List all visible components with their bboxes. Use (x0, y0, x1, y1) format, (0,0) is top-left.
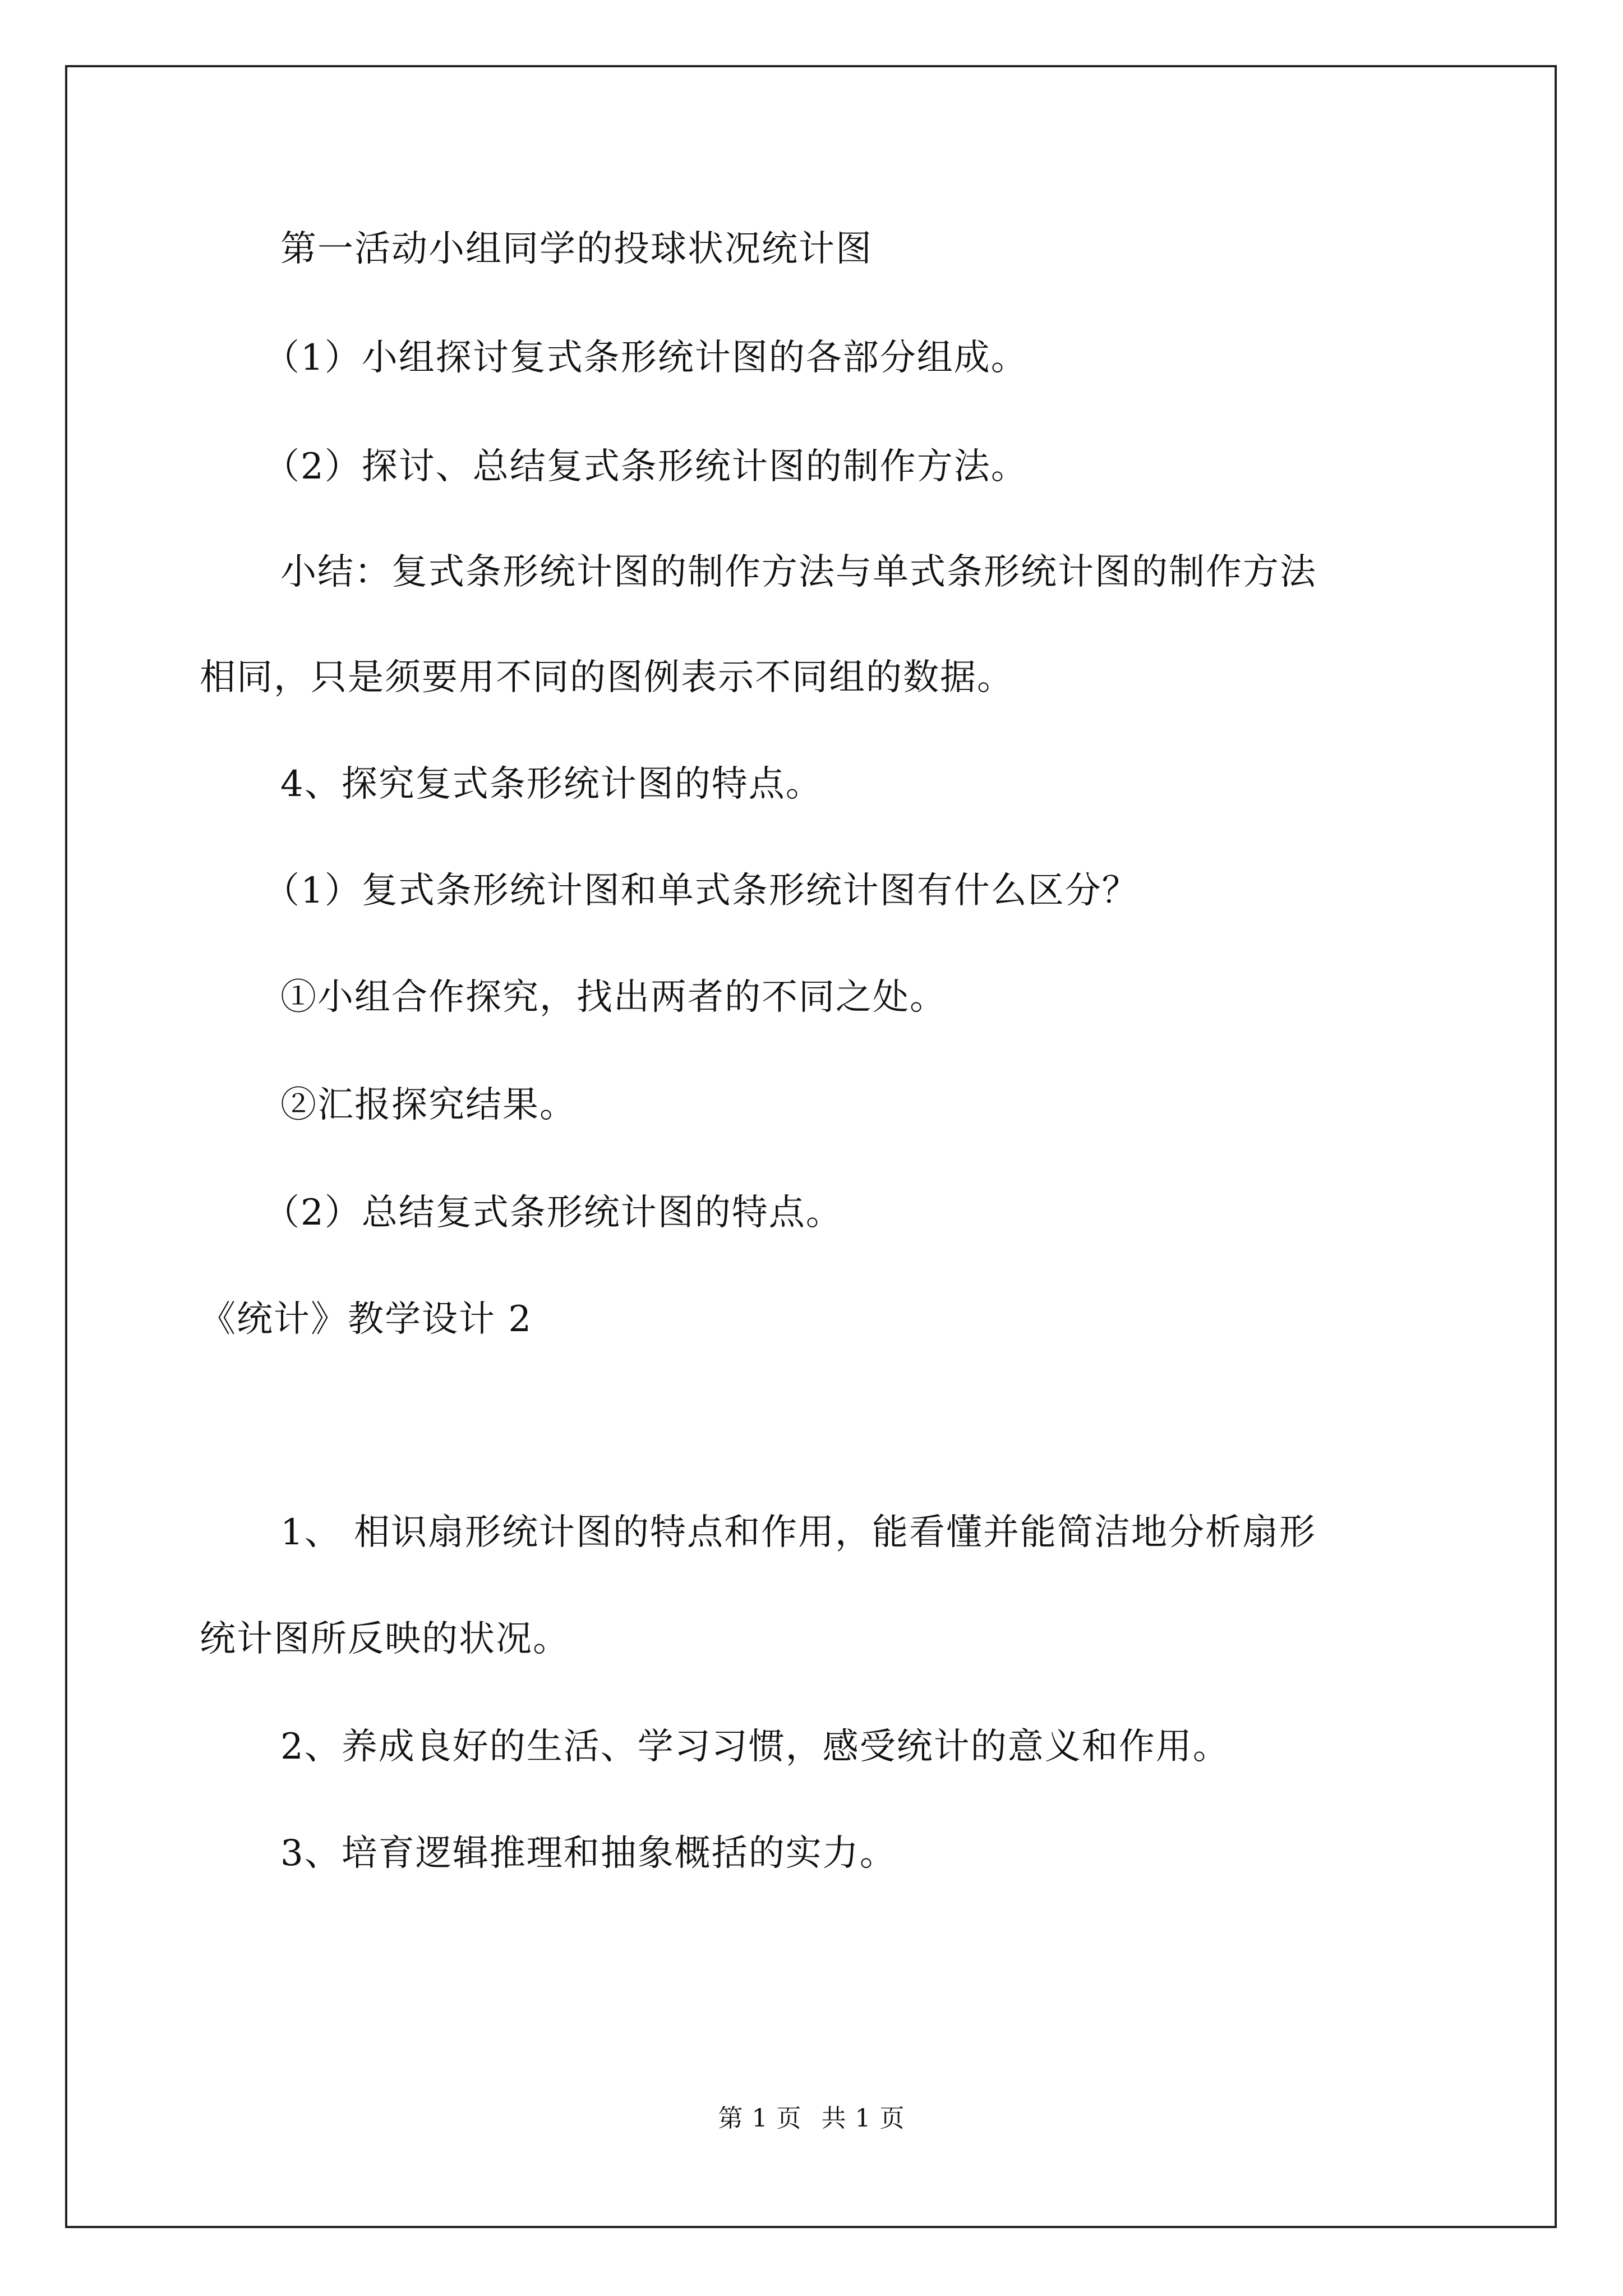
text-line-3: （2）探讨、总结复式条形统计图的制作方法。 (264, 446, 1028, 487)
section-heading: 《统计》教学设计 2 (200, 1299, 533, 1340)
page-footer (0, 2098, 1623, 2134)
page-border (65, 65, 1557, 2228)
text-line-5: 相同，只是须要用不同的图例表示不同组的数据。 (200, 657, 1014, 698)
text-line-13: 统计图所反映的状况。 (200, 1618, 570, 1660)
text-line-9: ②汇报探究结果。 (280, 1084, 577, 1126)
text-line-6: 4、探究复式条形统计图的特点。 (280, 763, 823, 805)
text-line-4: 小结：复式条形统计图的制作方法与单式条形统计图的制作方法 (280, 551, 1317, 593)
text-line-14: 2、养成良好的生活、学习习惯，感受统计的意义和作用。 (280, 1726, 1230, 1768)
text-line-12: 1、 相识扇形统计图的特点和作用，能看懂并能简洁地分析扇形 (280, 1512, 1317, 1553)
text-line-1: 第一活动小组同学的投球状况统计图 (280, 228, 873, 270)
page-total: 共 1 页 (821, 2104, 905, 2133)
text-line-7: （1）复式条形统计图和单式条形统计图有什么区分？ (264, 870, 1139, 912)
text-line-10: （2）总结复式条形统计图的特点。 (264, 1192, 843, 1234)
text-line-8: ①小组合作探究，找出两者的不同之处。 (280, 977, 947, 1018)
text-line-15: 3、培育逻辑推理和抽象概括的实力。 (280, 1833, 897, 1874)
text-line-2: （1）小组探讨复式条形统计图的各部分组成。 (264, 337, 1028, 379)
page-number: 第 1 页 (718, 2104, 802, 2133)
